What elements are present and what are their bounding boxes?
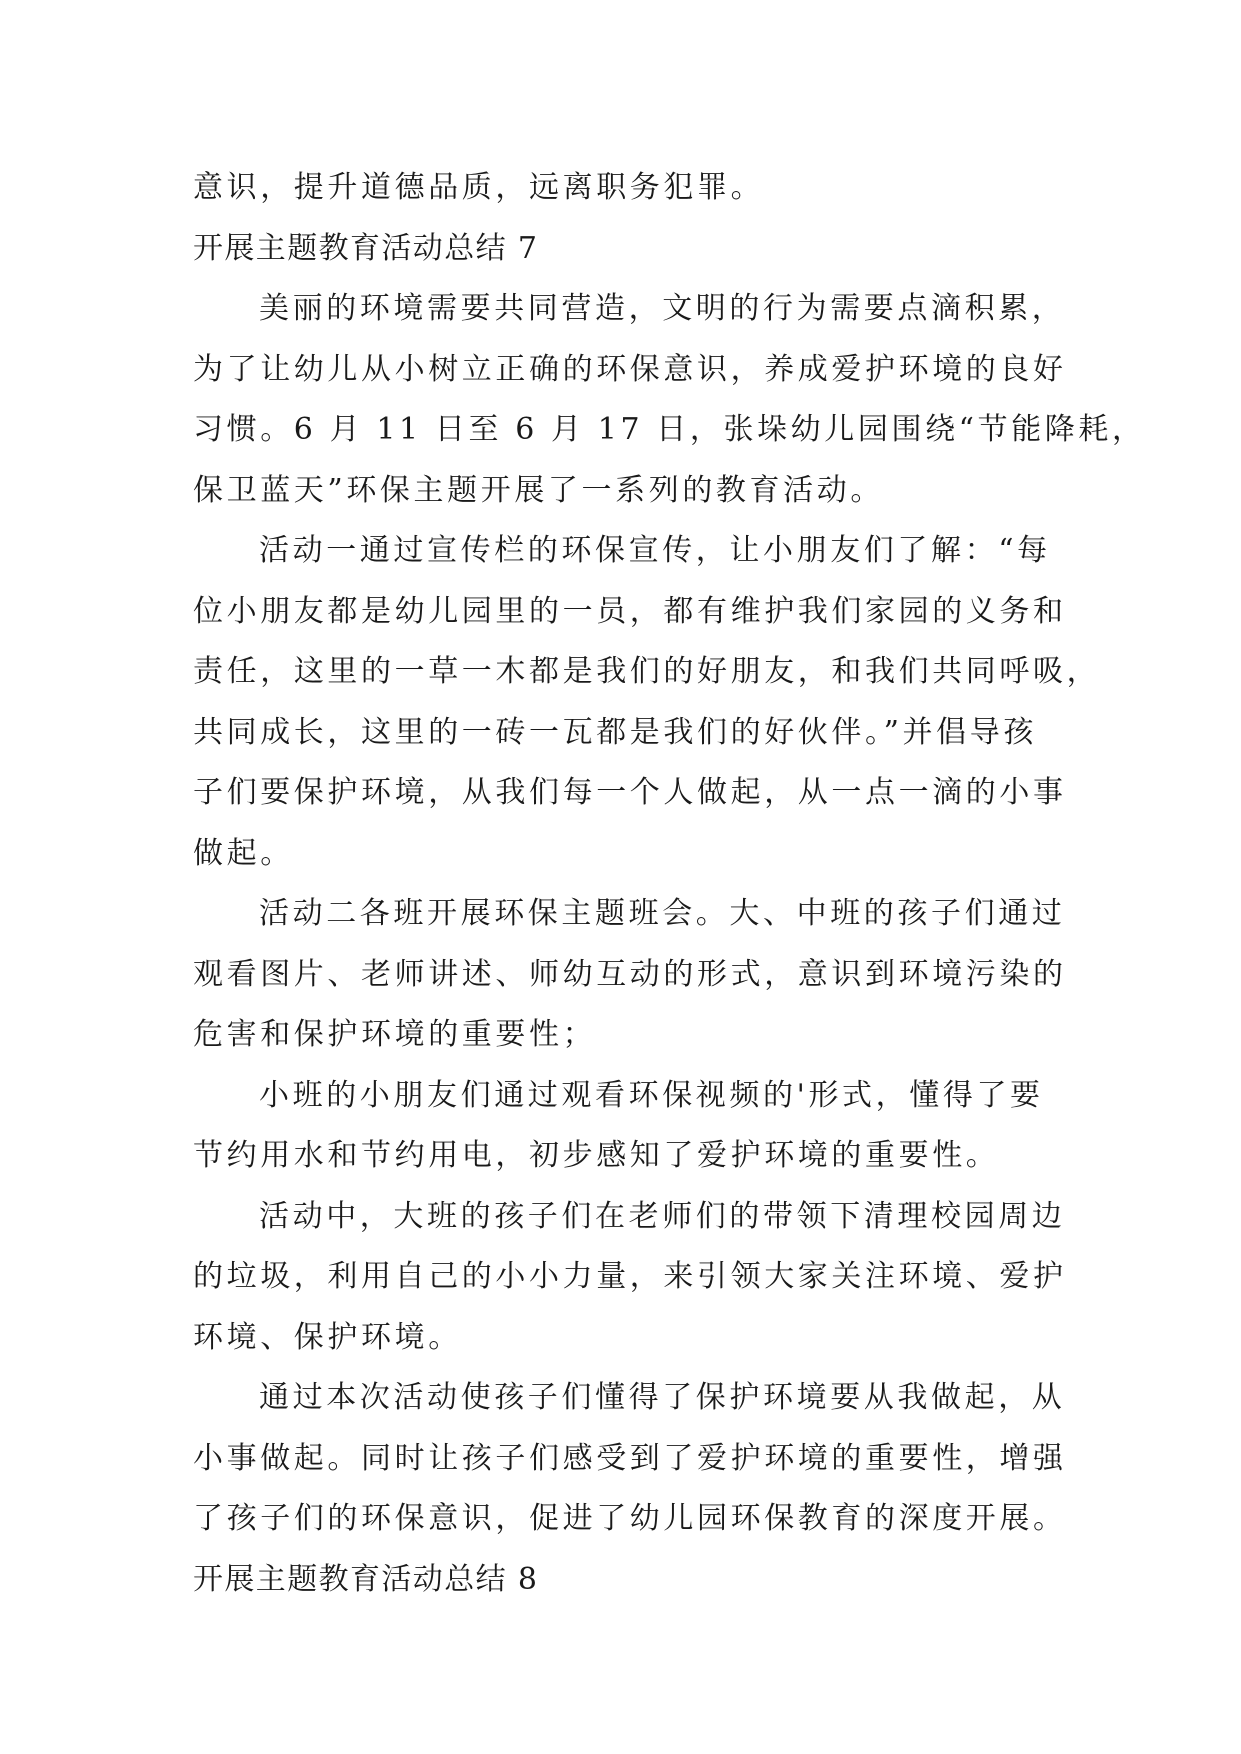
paragraph-line: 意识，提升道德品质，远离职务犯罪。 [193,170,765,205]
paragraph-line: 活动二各班开展环保主题班会。大、中班的孩子们通过 [259,896,1066,931]
paragraph-line: 通过本次活动使孩子们懂得了保护环境要从我做起，从 [259,1380,1066,1415]
paragraph-line: 小事做起。同时让孩子们感受到了爱护环境的重要性，增强 [193,1440,1067,1476]
section-heading: 开展主题教育活动总结 8 [193,1561,539,1597]
paragraph-line: 做起。 [193,835,294,871]
paragraph-line: 为了让幼儿从小树立正确的环保意识，养成爱护环境的良好 [193,351,1067,387]
paragraph-line: 小班的小朋友们通过观看环保视频的'形式，懂得了要 [259,1077,1044,1113]
paragraph-line: 责任，这里的一草一木都是我们的好朋友，和我们共同呼吸， [193,654,1101,689]
paragraph-line: 节约用水和节约用电，初步感知了爱护环境的重要性。 [193,1138,1000,1173]
paragraph-line: 共同成长，这里的一砖一瓦都是我们的好伙伴。”并倡导孩 [193,714,1037,750]
paragraph-line: 习惯。6 月 11 日至 6 月 17 日，张垛幼儿园围绕“节能降耗， [193,412,1146,447]
document-body [193,158,1146,1610]
paragraph-line: 观看图片、老师讲述、师幼互动的形式，意识到环境污染的 [193,956,1067,992]
section-heading: 开展主题教育活动总结 7 [193,230,539,266]
paragraph-line: 环境、保护环境。 [193,1319,462,1355]
paragraph-line: 子们要保护环境，从我们每一个人做起，从一点一滴的小事 [193,775,1067,810]
paragraph-line: 保卫蓝天”环保主题开展了一系列的教育活动。 [193,472,884,508]
paragraph-line: 美丽的环境需要共同营造，文明的行为需要点滴积累， [259,291,1066,326]
paragraph-line: 的垃圾，利用自己的小小力量，来引领大家关注环境、爱护 [193,1259,1067,1294]
paragraph-line: 了孩子们的环保意识，促进了幼儿园环保教育的深度开展。 [193,1501,1067,1536]
paragraph-line: 活动中，大班的孩子们在老师们的带领下清理校园周边 [259,1198,1066,1234]
paragraph-line: 位小朋友都是幼儿园里的一员，都有维护我们家园的义务和 [193,593,1067,629]
paragraph-line: 活动一通过宣传栏的环保宣传，让小朋友们了解：“每 [259,533,1051,568]
paragraph-line: 危害和保护环境的重要性； [193,1017,597,1052]
